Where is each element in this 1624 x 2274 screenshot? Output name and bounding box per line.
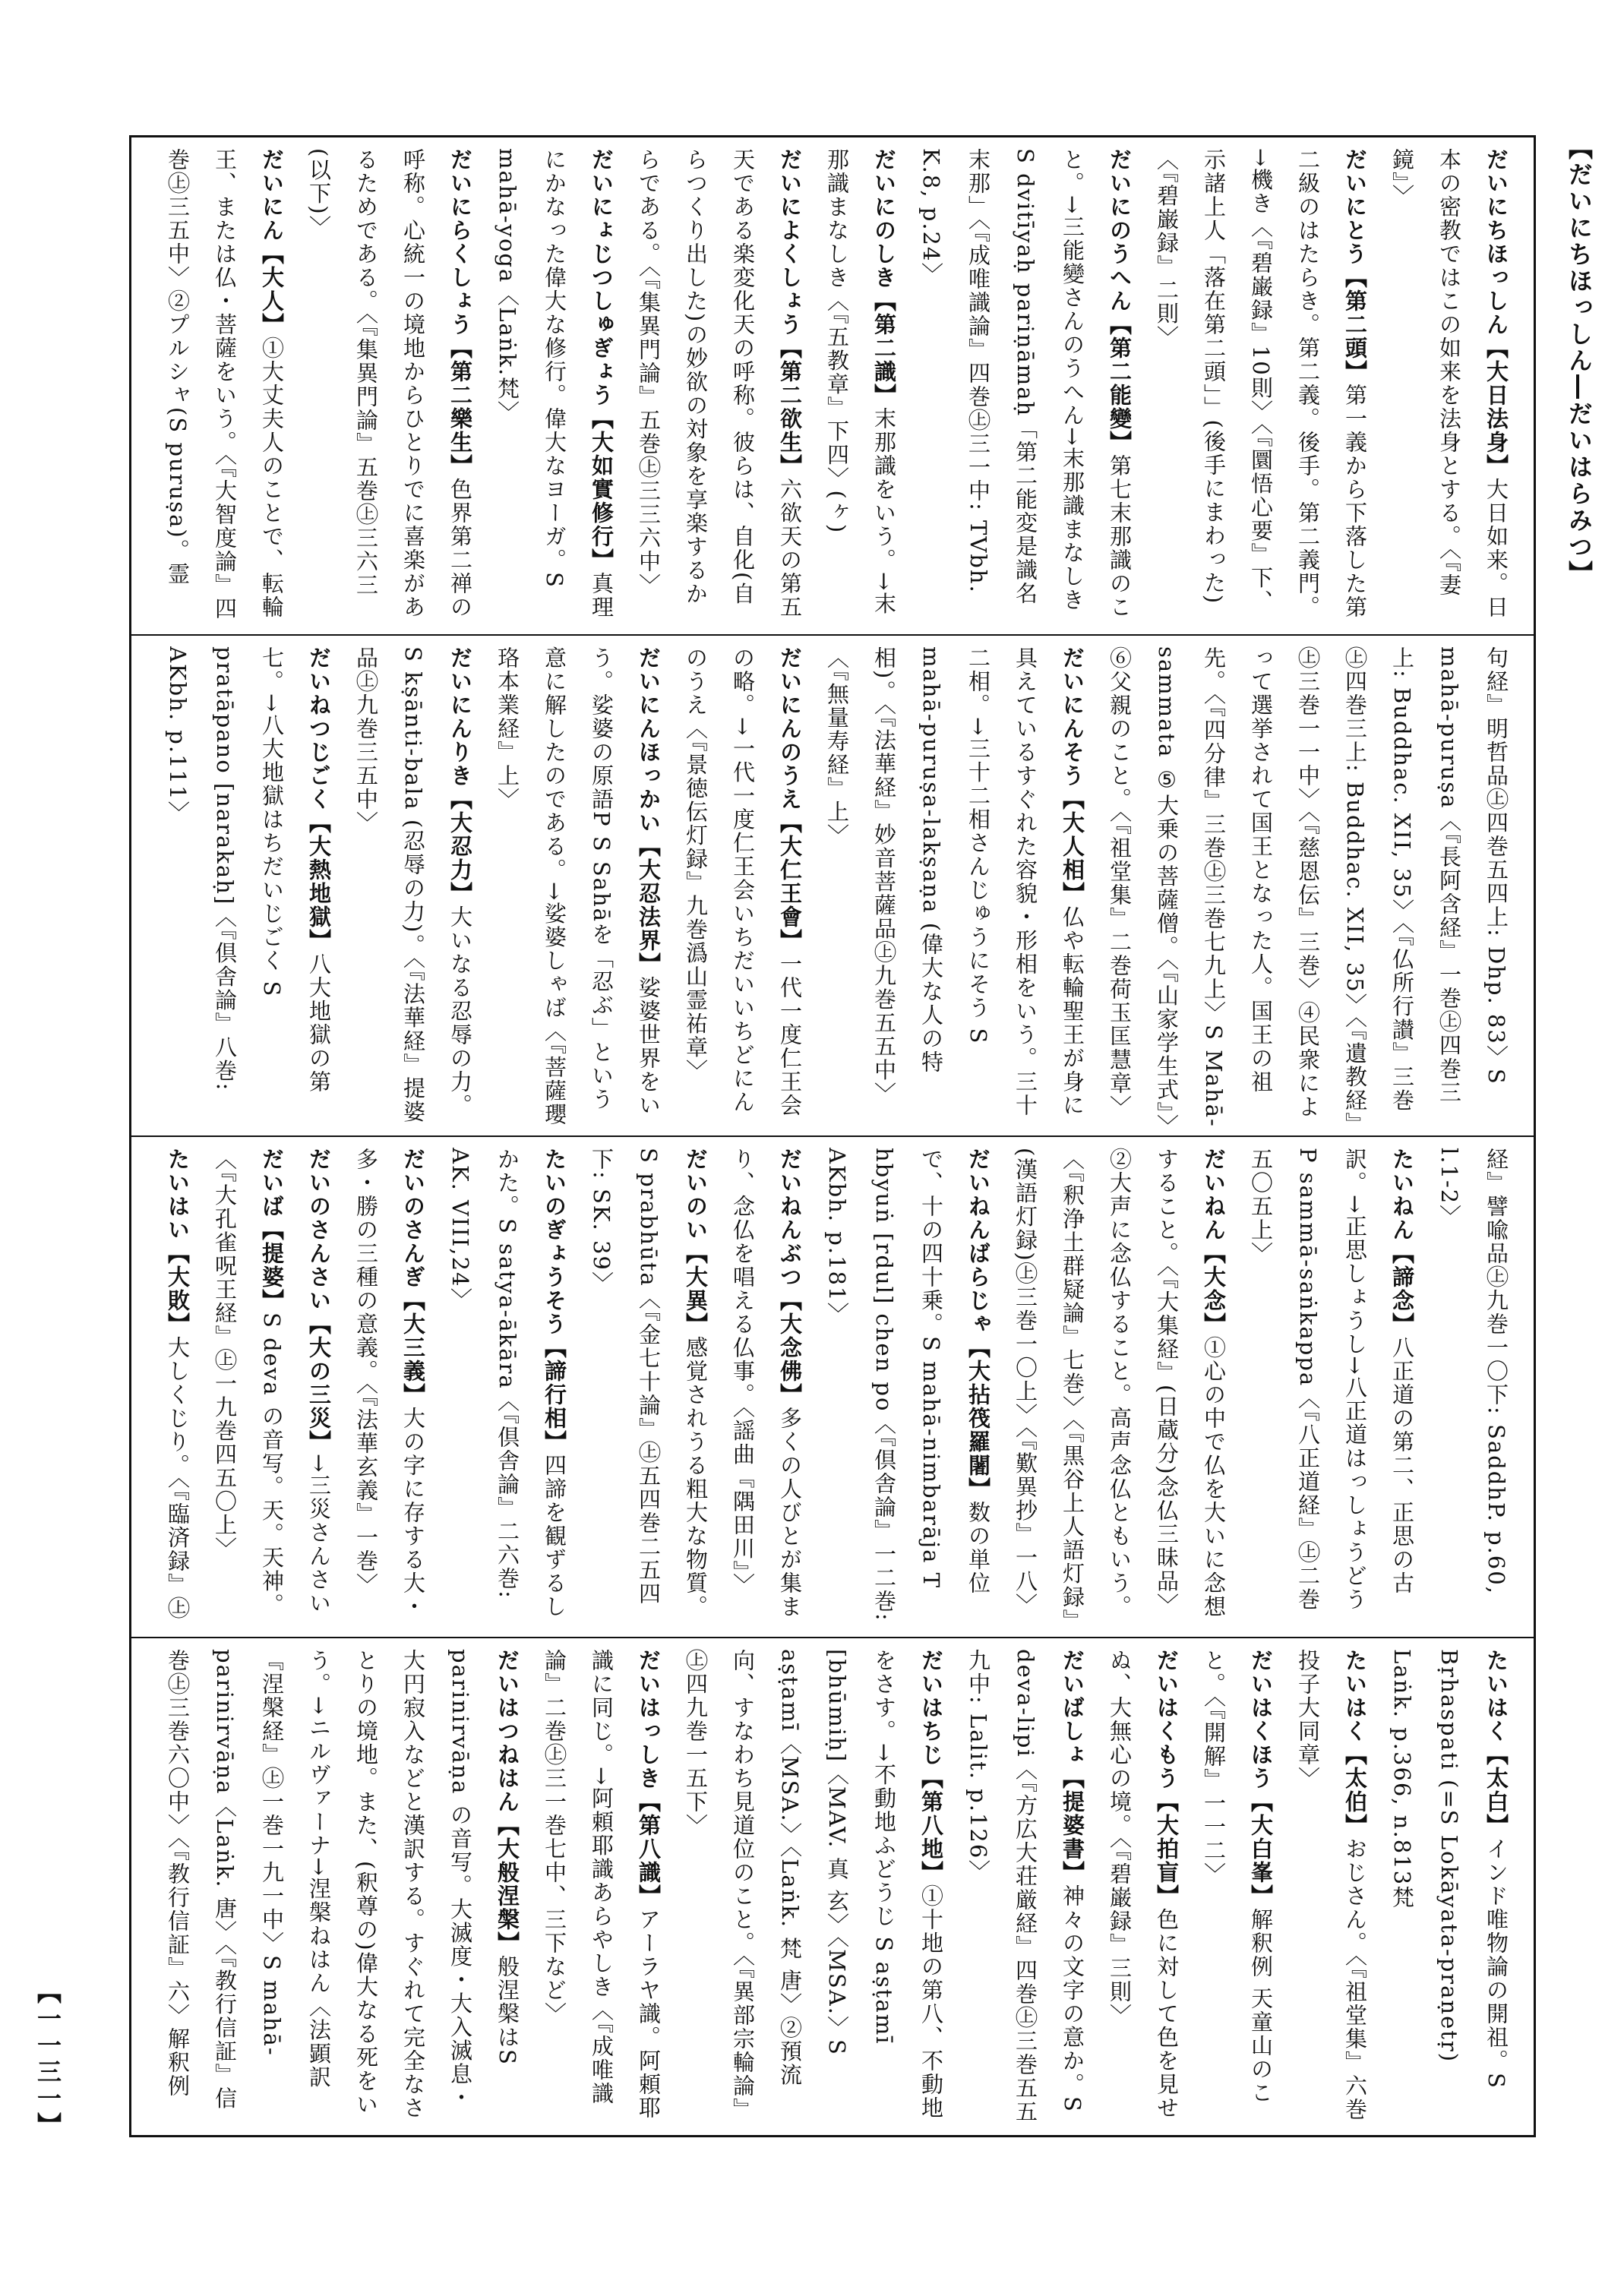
entry-bracket-term: 【第二頭】 bbox=[1342, 266, 1368, 384]
entry-definition: 神々の文字の意か。S deva-lipi〈『方広大荘厳経』四巻㊤三巻五五九中: Lalit. p.126〉 bbox=[965, 1649, 1085, 2124]
entry-headword: たいはく bbox=[1483, 1649, 1509, 1743]
entry-definition: 数の単位で、十の四十乗。S mahā-nimbarāja T hbyuṅ [rdul] chen po〈『倶舎論』一二巻: AKbh. p.181〉 bbox=[824, 1148, 991, 1622]
entry-headword: だいば bbox=[259, 1148, 285, 1218]
dictionary-entry bbox=[542, 1649, 662, 2120]
entry-headword: たいねん bbox=[1389, 1148, 1415, 1242]
entry-bracket-term: 【第二能變】 bbox=[1107, 313, 1133, 454]
entry-bracket-term: 【太伯】 bbox=[1342, 1743, 1368, 1837]
entry-bracket-term: 【太白】 bbox=[1483, 1743, 1509, 1837]
entry-headword: だいはっしき bbox=[636, 1649, 662, 1790]
entry-definition: 末那識をいう。→末那識まなしき〈『五教章』下四〉(ヶ) bbox=[824, 148, 897, 616]
entry-bracket-term: 【大拍盲】 bbox=[1154, 1790, 1180, 1908]
dictionary-entry bbox=[165, 646, 332, 1094]
dictionary-page-frame bbox=[129, 135, 1536, 2137]
entry-headword: だいにょじつしゅぎょう bbox=[589, 148, 615, 407]
entry-definition: ①十地の第八、不動地をさす。→不動地ふどうじ S aṣṭamī [bhūmiḥ]〈MAV. 真 玄〉〈MSA.〉S aṣṭamī〈MSA.〉〈Laṅk. 梵 唐〉②預流向、すなわち見道位のこと。〈『異部宗輪論』㊤四九巻一五下〉 bbox=[683, 1649, 944, 2121]
entry-headword: だいねつじごく bbox=[306, 646, 332, 811]
entry-bracket-term: 【第八地】 bbox=[918, 1767, 944, 1884]
entry-definition: →三災さんさい bbox=[306, 1454, 332, 1615]
entry-bracket-term: 【大拈筏羅闍】 bbox=[965, 1336, 991, 1501]
entry-definition: 多くの人びとが集まり、念仏を唱える仏事。〈謡曲『隅田川』〉 bbox=[730, 1148, 803, 1619]
entry-definition: ①大丈夫人のことで、転輪王、または仏・菩薩をいう。〈『大智度論』四巻㊤三五中〉②プルシャ(S puruṣa)。霊 bbox=[165, 148, 285, 621]
entry-headword: だいねん bbox=[1201, 1148, 1227, 1242]
entry-headword: だいにんそう bbox=[1060, 646, 1085, 788]
dictionary-entry bbox=[589, 1148, 709, 1619]
entry-headword: だいねんぶつ bbox=[777, 1148, 803, 1289]
dictionary-entry bbox=[353, 646, 473, 1124]
entry-headword: だいはくほう bbox=[1248, 1649, 1274, 1790]
entry-bracket-term: 【大忍法界】 bbox=[636, 835, 662, 976]
entry-definition: 第七末那識のこと。→三能變さんのうへん→末那識まなしき S dvitīyaḥ pariṇāmaḥ「第二能変是識名末那」〈『成唯識論』四巻㊤三一中: TVbh. K.8, p.24〉 bbox=[918, 148, 1133, 619]
entry-headword: だいはくもう bbox=[1154, 1649, 1180, 1790]
dictionary-entry bbox=[306, 148, 473, 619]
text-band-2 bbox=[131, 634, 1534, 1135]
entry-bracket-term: 【大念】 bbox=[1201, 1242, 1227, 1336]
text-band-1 bbox=[131, 137, 1534, 634]
dictionary-entry bbox=[494, 646, 662, 1126]
entry-headword: だいのさんぎ bbox=[400, 1148, 426, 1289]
entry-headword: だいにのしき bbox=[871, 148, 897, 289]
entry-definition: 第一義から下落した第二級のはたらき。第二義。後手。第二義門。→機き〈『碧巌録』10則〉〈『圜悟心要』下、示諸上人「落在第二頭」」(後手にまわった)〈『碧巌録』二則〉 bbox=[1154, 148, 1368, 619]
entry-bracket-term: 【第二識】 bbox=[871, 289, 897, 407]
entry-bracket-term: 【大仁王會】 bbox=[777, 811, 803, 952]
text-band-4 bbox=[131, 1637, 1534, 2140]
entry-bracket-term: 【提婆】 bbox=[259, 1218, 285, 1312]
dictionary-entry bbox=[1201, 1649, 1274, 2105]
dictionary-entry bbox=[145, 148, 285, 621]
entry-bracket-term: 【大人相】 bbox=[1060, 788, 1085, 905]
dictionary-entry bbox=[353, 1148, 426, 1619]
band-column bbox=[145, 148, 1520, 627]
entry-headword: だいねんばらじゃ bbox=[965, 1148, 991, 1336]
entry-bracket-term: 【大般涅槃】 bbox=[494, 1814, 520, 1955]
entry-headword: だいにんりき bbox=[447, 646, 473, 788]
entry-definition: 色界第二禅の呼称。心統一の境地からひとりでに喜楽があるためである。〈『集異門論』五巻㊤三六三(以下)〉 bbox=[306, 148, 473, 619]
entry-definition: 大日如来。日本の密教ではこの如来を法身とする。〈『妻鏡』〉 bbox=[1389, 148, 1509, 619]
entry-definition: 大しくじり。〈『臨済録』㊤ bbox=[165, 1336, 191, 1620]
entry-bracket-term: 【大異】 bbox=[683, 1242, 709, 1336]
dictionary-entry bbox=[824, 148, 897, 615]
entry-definition: 一代一度仁王会の略。→一代一度仁王会いちだいいちどにんのうえ〈『景徳伝灯録』九巻潙山霊祐章〉 bbox=[683, 646, 803, 1117]
dictionary-entry bbox=[1389, 1649, 1509, 2089]
entry-definition: 経』譬喩品㊤九巻一〇下: SaddhP. p.60, l.1-2〉 bbox=[1436, 1148, 1509, 1595]
entry-bracket-term: 【第八識】 bbox=[636, 1790, 662, 1908]
entry-definition: おじさん。〈『祖堂集』六巻投子大同章〉 bbox=[1295, 1649, 1368, 2121]
entry-definition: 八大地獄の第七。→八大地獄はちだいじごく S pratāpano [narakaḥ]〈『倶舎論』八巻: AKbh. p.111〉 bbox=[165, 646, 332, 1094]
dictionary-entry bbox=[1107, 646, 1509, 1128]
band-column bbox=[145, 1649, 1520, 2132]
entry-headword: たいはい bbox=[165, 1148, 191, 1242]
entry-definition: 娑婆世界をいう。娑婆の原語P S Sahāを「忍ぶ」という意に解したのである。→娑婆しゃば〈『菩薩瓔珞本業経』上〉 bbox=[494, 646, 662, 1126]
entry-headword: だいばしょ bbox=[1060, 1649, 1085, 1767]
entry-definition: 大いなる忍辱の力。S kṣānti-bala (忍辱の力)。〈『法華経』提婆品㊤九巻三五中〉 bbox=[353, 646, 473, 1124]
entry-bracket-term: 【提婆書】 bbox=[1060, 1767, 1085, 1884]
entry-definition: S deva の音写。天。天神。〈『大孔雀呪王経』㊤一九巻四五〇上〉 bbox=[212, 1148, 285, 1617]
entry-definition: 八正道の第二、正思の古訳。→正思しょうし→八正道はっしょうどう P sammā-saṅkappa〈『八正道経』㊤二巻五〇五上〉 bbox=[1248, 1148, 1415, 1612]
entry-bracket-term: 【第二樂生】 bbox=[447, 336, 473, 478]
entry-definition: 般涅槃はS parinirvāṇa の音写。大滅度・大入滅息・大円寂入などと漢訳する。すぐれて完全なさとりの境地。また、(釈尊の)偉大なる死をいう。→ニルヴァーナ→涅槃ねはん〈法顕訳『涅槃経』㊤一巻一九一中〉S mahā-parinirvāṇa〈Laṅk. 唐〉〈『教行信証』信巻㊤三巻六〇中〉〈『教行信証』六〉解釈例 bbox=[165, 1649, 520, 2120]
entry-headword: たいはく bbox=[1342, 1649, 1368, 1743]
running-head: 【だいにちほっしん―だいはらみつ】 bbox=[1565, 135, 1594, 587]
dictionary-entry bbox=[145, 1649, 520, 2120]
dictionary-entry bbox=[1248, 1148, 1415, 1612]
dictionary-entry bbox=[1389, 148, 1509, 619]
entry-definition: アーラヤ識。阿頼耶識に同じ。→阿頼耶識あらやしき〈『成唯識論』二巻㊤三一巻七中、三下など〉 bbox=[542, 1649, 662, 2120]
entry-definition: 感覚されうる粗大な物質。S prabhūta〈『金七十論』㊤五四巻二五四下: SK. 39〉 bbox=[589, 1148, 709, 1619]
entry-headword: だいにのうへん bbox=[1107, 148, 1133, 313]
dictionary-entry bbox=[683, 646, 803, 1117]
entry-headword: だいにらくしょう bbox=[447, 148, 473, 336]
dictionary-entry bbox=[683, 1649, 944, 2121]
dictionary-entry bbox=[824, 1148, 991, 1622]
page-number: 【一一三一】 bbox=[33, 1979, 62, 2139]
dictionary-entry bbox=[1295, 1649, 1368, 2121]
entry-headword: だいにんほっかい bbox=[636, 646, 662, 835]
dictionary-entry bbox=[636, 148, 803, 619]
dictionary-entry bbox=[918, 148, 1133, 619]
entry-definition: 解釈例 天童山のこと。〈『開解』一一二〉 bbox=[1201, 1649, 1274, 2105]
entry-definition: 六欲天の第五天である楽変化天の呼称。彼らは、自化(自らつくり出した)の妙欲の対象を享楽するからである。〈『集異門論』五巻㊤三三六中〉 bbox=[636, 148, 803, 619]
entry-definition: 四諦を観ずるしかた。S satya-ākāra〈『倶舎論』二六巻: AK. VIII,24〉 bbox=[447, 1148, 567, 1619]
entry-definition: 真理にかなった偉大な修行。偉大なヨーガ。S mahā-yoga〈Laṅk.梵〉 bbox=[494, 148, 615, 619]
dictionary-entry bbox=[1013, 1148, 1227, 1622]
entry-bracket-term: 【大白峯】 bbox=[1248, 1790, 1274, 1908]
dictionary-entry bbox=[145, 1148, 191, 1620]
entry-bracket-term: 【第二欲生】 bbox=[777, 336, 803, 478]
entry-definition: 色に対して色を見せぬ、大無心の境。〈『碧巌録』三則〉 bbox=[1107, 1649, 1180, 2120]
band-column bbox=[145, 646, 1520, 1128]
entry-definition: 句経』明哲品㊤四巻五四上: Dhp. 83〉S mahā-puruṣa〈『長阿含経』一巻㊤四巻三上: Buddhac. XII, 35〉〈『仏所行讃』三巻㊤四巻三上: Buddhac. XII, 35〉〈『遺教経』㊤三巻一一中〉〈『慈恩伝』三巻〉④民衆によって選挙されて国王となった人。国王の祖先。〈『四分律』三巻㊤三巻七九上〉S Mahā-sammata ⑤大乗の菩薩僧。〈『山家学生式』〉⑥父親のこと。〈『祖堂集』二巻荷玉匡慧章〉 bbox=[1107, 646, 1509, 1128]
dictionary-entry bbox=[447, 1148, 567, 1619]
entry-headword: だいのさんさい bbox=[306, 1148, 332, 1312]
entry-definition: 仏や転輪聖王が身に具えているすぐれた容貌・形相をいう。三十二相。→三十二相さんじゅうにそう S mahā-puruṣa-lakṣaṇa (偉大な人の特相)。〈『法華経』妙音菩薩品㊤九巻五五中〉〈『無量寿経』上〉 bbox=[824, 646, 1085, 1117]
entry-bracket-term: 【大如實修行】 bbox=[589, 407, 615, 572]
dictionary-entry bbox=[306, 1148, 332, 1615]
dictionary-entry bbox=[1436, 1148, 1509, 1595]
entry-bracket-term: 【大敗】 bbox=[165, 1242, 191, 1336]
dictionary-entry bbox=[965, 1649, 1085, 2124]
entry-headword: だいにとう bbox=[1342, 148, 1368, 266]
dictionary-entry bbox=[1154, 148, 1368, 619]
entry-headword: だいはちじ bbox=[918, 1649, 944, 1767]
entry-headword: だいはつねはん bbox=[494, 1649, 520, 1814]
entry-bracket-term: 【大念佛】 bbox=[777, 1289, 803, 1407]
entry-bracket-term: 【大の三災】 bbox=[306, 1312, 332, 1454]
entry-bracket-term: 【大三義】 bbox=[400, 1289, 426, 1407]
dictionary-entry bbox=[494, 148, 615, 619]
dictionary-entry bbox=[730, 1148, 803, 1619]
entry-bracket-term: 【大人】 bbox=[259, 242, 285, 336]
entry-headword: だいにん bbox=[259, 148, 285, 242]
entry-definition: 大の字に存する大・多・勝の三種の意義。〈『法華玄義』一巻〉 bbox=[353, 1148, 426, 1619]
text-band-3 bbox=[131, 1135, 1534, 1637]
entry-headword: たいのぎょうそう bbox=[542, 1148, 567, 1336]
entry-headword: だいにちほっしん bbox=[1483, 148, 1509, 336]
entry-headword: だいのい bbox=[683, 1148, 709, 1242]
entry-headword: だいにんのうえ bbox=[777, 646, 803, 811]
band-column bbox=[145, 1148, 1520, 1629]
entry-bracket-term: 【大忍力】 bbox=[447, 788, 473, 905]
entry-bracket-term: 【大熱地獄】 bbox=[306, 811, 332, 952]
entry-bracket-term: 【諦念】 bbox=[1389, 1242, 1415, 1336]
entry-headword: だいによくしょう bbox=[777, 148, 803, 336]
entry-bracket-term: 【諦行相】 bbox=[542, 1336, 567, 1454]
entry-bracket-term: 【大日法身】 bbox=[1483, 336, 1509, 478]
entry-definition: ①心の中で仏を大いに念想すること。〈『大集経』(日蔵分)念仏三昧品〉②大声に念仏すること。高声念仏ともいう。〈『釈浄土群疑論』七巻〉〈『黒谷上人語灯録』(漢語灯録)㊤三巻一〇上〉〈『歎異抄』一八〉 bbox=[1013, 1148, 1227, 1622]
dictionary-entry bbox=[824, 646, 1085, 1117]
dictionary-entry bbox=[212, 1148, 285, 1617]
dictionary-entry bbox=[1107, 1649, 1180, 2120]
entry-definition: インド唯物論の開祖。S Bṛhaspati (=S Lokāyata-praṇetṛ) Laṅk. p.366, n.813梵 bbox=[1389, 1649, 1509, 2089]
